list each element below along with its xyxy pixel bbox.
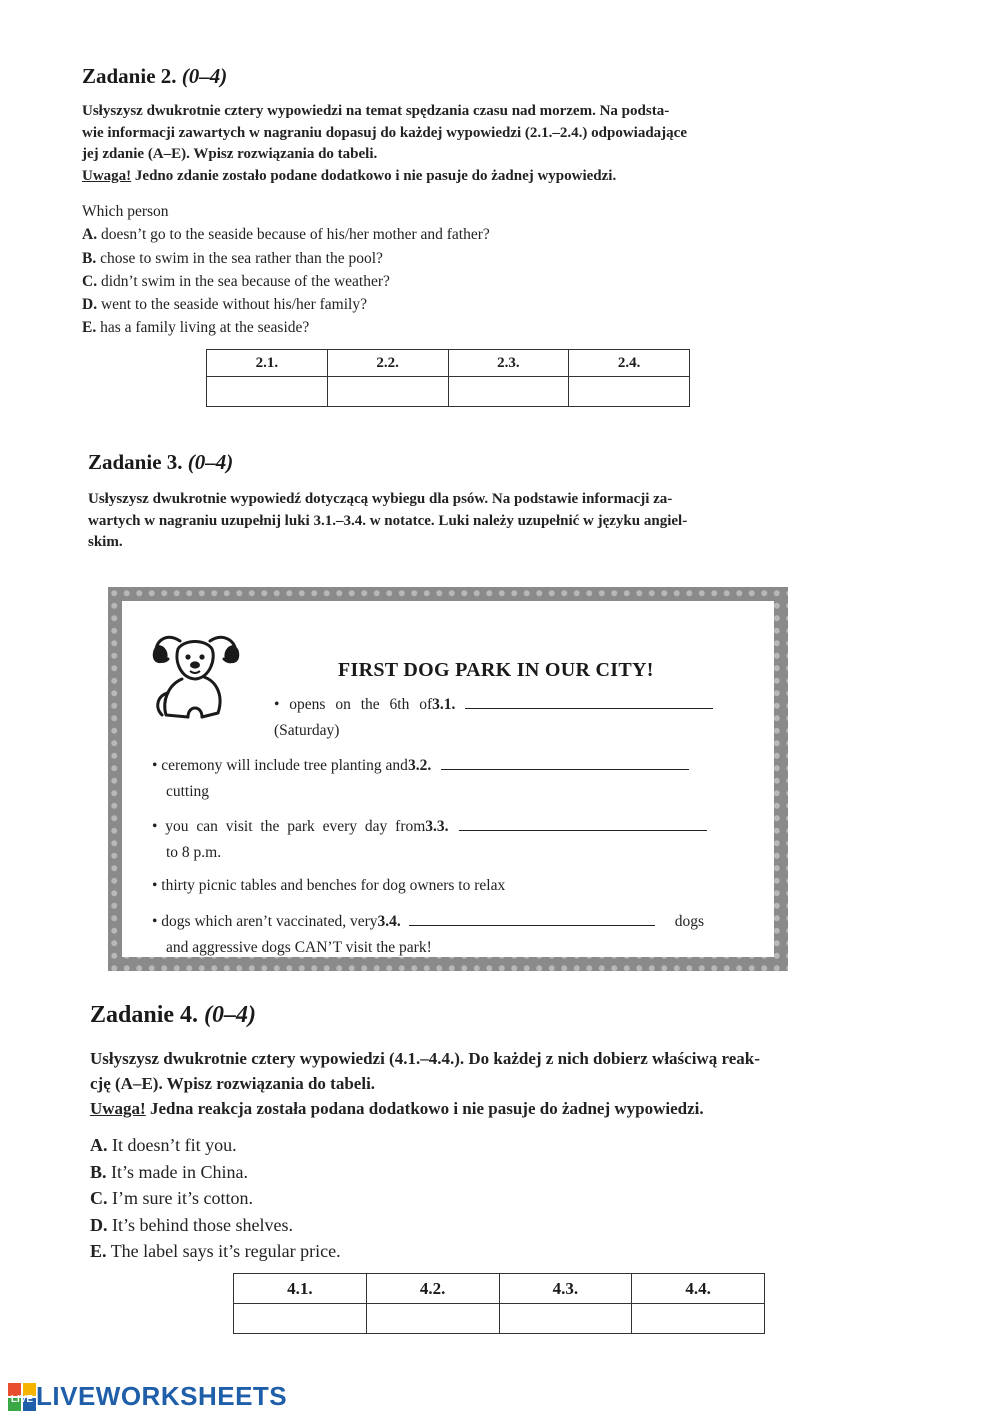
option-d: D. went to the seaside without his/her family?: [82, 296, 367, 314]
option-b: B. It’s made in China.: [90, 1161, 248, 1182]
gap-label: 3.4.: [377, 913, 401, 930]
gap-label: 3.3.: [425, 818, 449, 835]
liveworksheets-logo: [8, 1381, 287, 1412]
instruction-line: wie informacji zawartych w nagraniu dopasuj do każdej wypowiedzi (2.1.–2.4.) odpowiadające: [82, 124, 687, 141]
task4-answer-table: [233, 1273, 765, 1334]
task3-points: (0–4): [187, 450, 234, 474]
instruction-line: wartych w nagraniu uzupełnij luki 3.1.–3.4. w notatce. Luki należy uzupełnić w języku angiel-: [88, 512, 688, 529]
gap-3-1[interactable]: [465, 708, 713, 709]
logo-mark-icon: [8, 1383, 36, 1411]
task4-points: (0–4): [204, 1002, 257, 1028]
answer-cell[interactable]: [448, 377, 569, 407]
task2-title: Zadanie 2.: [82, 64, 177, 88]
answer-cell[interactable]: [499, 1304, 632, 1334]
answer-cell[interactable]: [366, 1304, 499, 1334]
note-title: FIRST DOG PARK IN OUR CITY!: [338, 659, 654, 681]
task3-title: Zadanie 3.: [88, 450, 183, 474]
instruction-line: cję (A–E). Wpisz rozwiązania do tabeli.: [90, 1074, 376, 1093]
table-header: 2.2.: [327, 350, 448, 377]
bullet-1: [274, 692, 774, 744]
gap-3-3[interactable]: [459, 830, 707, 831]
option-a: A. doesn’t go to the seaside because of his/her mother and father?: [82, 226, 490, 244]
bullet-5: [152, 909, 772, 961]
answer-cell[interactable]: [234, 1304, 367, 1334]
bullet-text: cutting: [166, 783, 210, 800]
instruction-line: skim.: [88, 534, 123, 550]
task2-options: [82, 200, 842, 340]
task2-instructions: [82, 101, 842, 187]
bullet-text: • opens on the 6th of: [274, 696, 433, 713]
note-text: Jedno zdanie zostało podane dodatkowo i nie pasuje do żadnej wypowiedzi.: [131, 167, 617, 184]
answer-cell[interactable]: [632, 1304, 765, 1334]
gap-3-2[interactable]: [441, 769, 689, 770]
option-c: C. didn’t swim in the sea because of the weather?: [82, 272, 390, 290]
note-content: [122, 601, 774, 957]
logo-text: LIVEWORKSHEETS: [36, 1381, 288, 1411]
instruction-line: Usłyszysz dwukrotnie wypowiedź dotyczącą wybiegu dla psów. Na podstawie informacji za-: [88, 491, 673, 507]
task4-instructions: [90, 1046, 920, 1121]
bullet-2: [152, 753, 772, 805]
gap-label: 3.2.: [407, 757, 432, 774]
task4-heading: [90, 1002, 256, 1029]
instruction-line: Usłyszysz dwukrotnie cztery wypowiedzi (4.1.–4.4.). Do każdej z nich dobierz właściwą reak-: [90, 1049, 760, 1068]
table-header: 2.3.: [448, 350, 569, 377]
table-header: 4.1.: [234, 1274, 367, 1304]
instruction-line: jej zdanie (A–E). Wpisz rozwiązania do tabeli.: [82, 146, 378, 162]
note-text: Jedna reakcja została podana dodatkowo i nie pasuje do żadnej wypowiedzi.: [145, 1099, 704, 1118]
bullet-text: • dogs which aren’t vaccinated, very: [152, 913, 378, 930]
table-header: 4.2.: [366, 1274, 499, 1304]
bullet-text: dogs: [674, 913, 705, 930]
svg-text:LIVE: LIVE: [10, 1393, 34, 1405]
bullet-text: and aggressive dogs CAN’T visit the park!: [166, 939, 432, 956]
option-a: A. It doesn’t fit you.: [90, 1135, 237, 1155]
option-e: E. has a family living at the seaside?: [82, 319, 310, 337]
task3-heading: [88, 450, 233, 475]
bullet-text: (Saturday): [274, 722, 340, 739]
dog-icon: [144, 619, 244, 724]
table-header: 4.4.: [632, 1274, 765, 1304]
bullet-4: • thirty picnic tables and benches for dog owners to relax: [152, 877, 506, 894]
bullet-text: • ceremony will include tree planting and: [152, 757, 408, 774]
task4-title: Zadanie 4.: [90, 1002, 199, 1028]
table-header: 4.3.: [499, 1274, 632, 1304]
note-label: Uwaga!: [90, 1099, 146, 1118]
table-header: 2.4.: [569, 350, 690, 377]
option-b: B. chose to swim in the sea rather than the pool?: [82, 249, 383, 267]
bullet-3: [152, 814, 772, 866]
task2-heading: [82, 64, 227, 89]
task4-options: [90, 1132, 850, 1265]
task3-instructions: [88, 489, 828, 554]
gap-label: 3.1.: [432, 696, 456, 713]
note-frame: [108, 587, 788, 971]
note-label: Uwaga!: [82, 167, 132, 184]
option-d: D. It’s behind those shelves.: [90, 1214, 293, 1235]
task2-answer-table: [206, 349, 690, 407]
bullet-text: to 8 p.m.: [166, 844, 222, 861]
bullet-text: • you can visit the park every day from: [152, 818, 426, 835]
option-c: C. I’m sure it’s cotton.: [90, 1188, 253, 1208]
instruction-line: Usłyszysz dwukrotnie cztery wypowiedzi na temat spędzania czasu nad morzem. Na podsta-: [82, 103, 670, 119]
task2-points: (0–4): [181, 64, 228, 88]
task2-question: Which person: [82, 203, 169, 220]
table-header: 2.1.: [207, 350, 328, 377]
task4-note: [90, 1096, 920, 1121]
task2-note: [82, 166, 842, 188]
option-e: E. The label says it’s regular price.: [90, 1241, 341, 1261]
answer-cell[interactable]: [327, 377, 448, 407]
gap-3-4[interactable]: [409, 925, 655, 926]
answer-cell[interactable]: [207, 377, 328, 407]
answer-cell[interactable]: [569, 377, 690, 407]
